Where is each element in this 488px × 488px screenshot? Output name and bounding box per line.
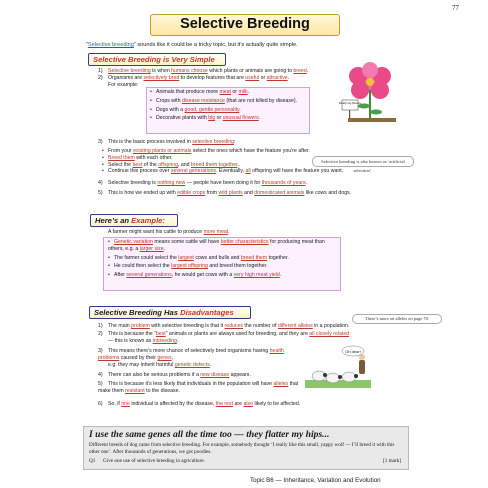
flower-illustration bbox=[338, 60, 402, 124]
list-item: • Continue this process over several generations. Eventually, all offspring will have the feature you want. bbox=[102, 168, 402, 175]
list-item: • After several generations, he would get cows with a very high meat yield. bbox=[104, 271, 340, 280]
list-item: 3) This is the basic process involved in selective breeding: bbox=[98, 139, 236, 145]
list-item: 4) There can also be serious problems if a new disease appears. bbox=[98, 372, 251, 378]
sheep-icon bbox=[305, 354, 371, 388]
examples-box bbox=[146, 87, 310, 134]
page-footer: Topic B6 — Inheritance, Variation and Evolution bbox=[250, 477, 381, 484]
callout-artificial-selection: Selective breeding is also known as ‘artificial selection’. bbox=[312, 156, 414, 167]
flower-icon bbox=[348, 62, 396, 122]
list-item: • Select the best of the offspring, and breed them together. bbox=[102, 162, 402, 169]
example-box bbox=[103, 237, 341, 291]
list-item: • Decorative plants with big or unusual flowers. bbox=[147, 114, 309, 123]
list-item: 5) This is because it’s less likely that individuals in the population will have alleles that make them resistant to the disease. bbox=[98, 381, 299, 394]
list-item: 4) Selective breeding is nothing new — people have been doing it for thousands of years. bbox=[98, 180, 308, 186]
list-item-cont: e.g. they may inherit harmful genetic defects. bbox=[108, 362, 212, 368]
sign-text: Really big flowers bbox=[339, 101, 361, 105]
page-number: 77 bbox=[452, 4, 459, 12]
section-heading-disadvantages: Selective Breeding Has Disadvantages bbox=[89, 306, 251, 319]
list-item: 1) The main problem with selective breeding is that it reduces the number of different alleles in a population. bbox=[98, 323, 350, 329]
list-item: 1) Selective breeding is when humans choose which plants or animals are going to breed. bbox=[98, 68, 309, 74]
examples-lead: For example: bbox=[108, 82, 139, 88]
list-item-cont: — this is known as inbreeding. bbox=[108, 338, 179, 344]
exam-title: I use the same genes all the time too — they flatter my hips... bbox=[89, 429, 330, 440]
list-item: • Breed them with each other. bbox=[102, 155, 402, 162]
list-item: 2) This is because the “best” animals or plants are always used for breeding, and they are all closely related bbox=[98, 331, 350, 337]
list-item: • He could then select the largest offspring and breed them together. bbox=[104, 262, 340, 271]
section-heading-example: Here’s an Example: bbox=[90, 214, 178, 227]
exam-question: Q1 Give one use of selective breeding in agriculture. [1 mark] bbox=[89, 458, 401, 464]
list-item: • From your existing plants or animals select the ones which have the feature you’re after. bbox=[102, 148, 402, 155]
intro-text: “Selective breeding” sounds like it could be a tricky topic, but it’s actually quite simple. bbox=[86, 42, 298, 48]
exam-body: Different breeds of dog came from selective breeding. For example, somebody thought ‘I really like this small, yappy wolf — I’ll breed it with this other one’. After thousands of generations, we got poodles. bbox=[89, 442, 395, 455]
exam-marks: [1 mark] bbox=[382, 458, 401, 464]
section-heading-simple: Selective Breeding is Very Simple bbox=[88, 53, 226, 66]
list-item: 6) So, if one individual is affected by the disease, the rest are also likely to be affected. bbox=[98, 401, 301, 407]
list-item: 3) This means there’s more chance of selectively bred organisms having health problems caused by their genes, bbox=[98, 348, 284, 361]
example-lead: A farmer might want his cattle to produce more meat. bbox=[108, 229, 230, 235]
list-item: 2) Organisms are selectively bred to develop features that are useful or attractive. bbox=[98, 75, 290, 81]
list-item: • The farmer could select the largest cows and bulls and breed them together. bbox=[104, 254, 340, 263]
list-item: • Genetic variation means some cattle will have better characteristics for producing meat than others, e.g. a larger size. bbox=[104, 238, 340, 254]
callout-alleles: There’s more on alleles on page 70. bbox=[352, 314, 442, 324]
list-item: • Dogs with a good, gentle personality. bbox=[147, 106, 309, 115]
list-item: • Animals that produce more meat or milk. bbox=[147, 88, 309, 97]
sheep-illustration bbox=[305, 344, 371, 388]
list-item: • Crops with disease resistance (that are not killed by disease). bbox=[147, 97, 309, 106]
list-item: 5) This is how we ended up with edible crops from wild plants and domesticated animals like cows and dogs. bbox=[98, 190, 352, 196]
page-title: Selective Breeding bbox=[150, 14, 340, 36]
speech-bubble-text: Oh dear! bbox=[345, 349, 361, 354]
